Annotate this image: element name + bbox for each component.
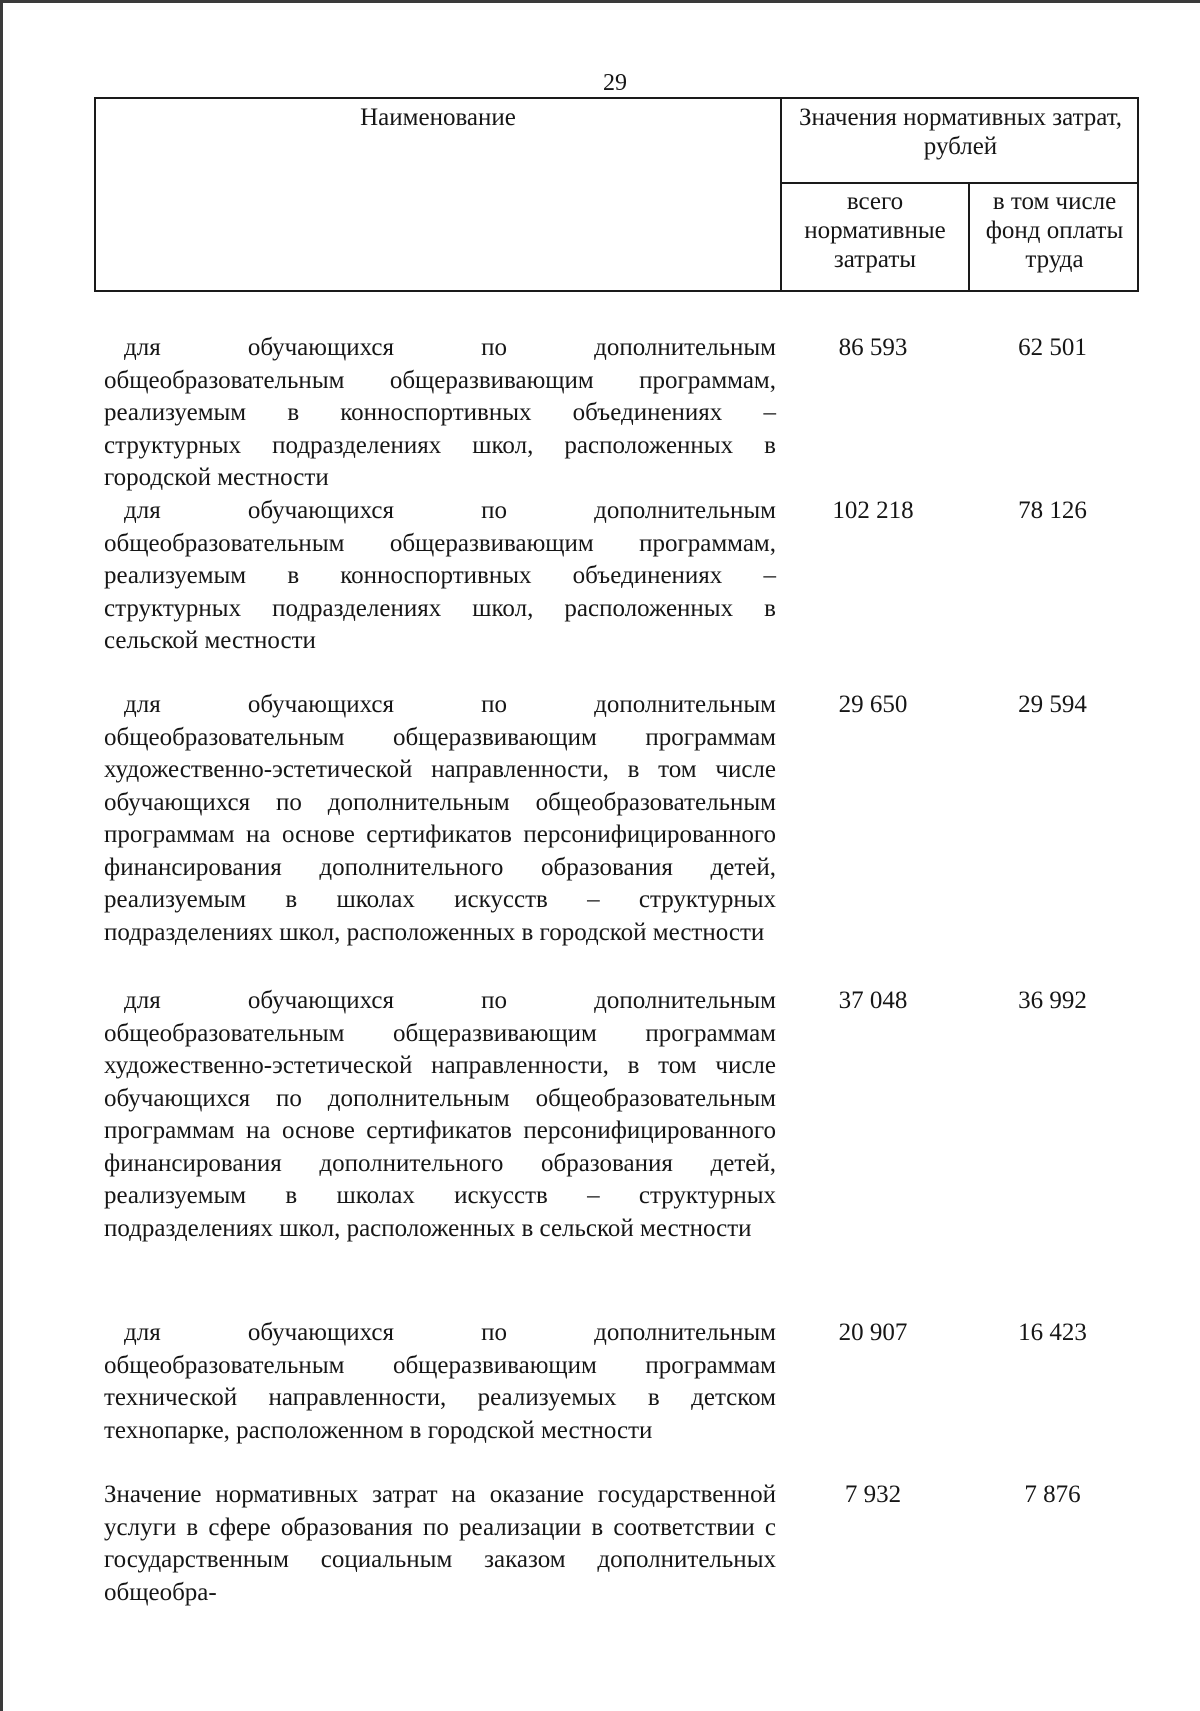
page-number: 29 [603, 70, 627, 96]
row-description: для обучающихся по дополнительным общеобразовательным общеразвивающим программам художественно-эстетической направленности, в том числе обучающихся по дополнительным общеобразовательным программам на основе сертификатов персонифицированного финансирования дополнительного образования детей, реализуемым в школах искусств – структурных подразделениях школ, расположенных в городской местности [104, 691, 776, 946]
row-description: для обучающихся по дополнительным общеобразовательным общеразвивающим программам художественно-эстетической направленности, в том числе обучающихся по дополнительным общеобразовательным программам на основе сертификатов персонифицированного финансирования дополнительного образования детей, реализуемым в школах искусств – структурных подразделениях школ, расположенных в сельской местности [104, 987, 776, 1242]
row-description: Значение нормативных затрат на оказание государственной услуги в сфере образования по реализации в соответствии с государственным социальным заказом дополнительных общеобра- [104, 1481, 776, 1606]
row-payroll: 7 876 [1024, 1481, 1081, 1508]
row-total: 20 907 [838, 1319, 908, 1346]
scan-frame-top [0, 0, 1200, 3]
header-values: Значения нормативных затрат, рублей [798, 104, 1123, 160]
row-total: 37 048 [838, 987, 908, 1014]
row-description: для обучающихся по дополнительным общеобразовательным общеразвивающим программам технической направленности, реализуемых в детском технопарке, расположенном в городской местности [104, 1319, 776, 1444]
row-payroll: 16 423 [1018, 1319, 1087, 1346]
row-payroll: 62 501 [1018, 334, 1087, 361]
row-total: 29 650 [838, 691, 908, 718]
row-total: 86 593 [838, 334, 908, 361]
header-payroll: в том числе фонд оплаты труда [985, 188, 1124, 273]
header-total: всего нормативные затраты [804, 188, 946, 273]
header-divider [780, 182, 1137, 184]
header-name: Наименование [360, 104, 516, 131]
table-header [94, 97, 1139, 292]
row-payroll: 29 594 [1018, 691, 1087, 718]
row-payroll: 78 126 [1018, 497, 1087, 524]
row-description: для обучающихся по дополнительным общеобразовательным общеразвивающим программам, реализуемым в конноспортивных объединениях – структурных подразделениях школ, расположенных в городской местности [104, 334, 776, 491]
row-total: 7 932 [844, 1481, 902, 1508]
row-total: 102 218 [832, 497, 914, 524]
scan-frame-left [0, 0, 3, 1711]
row-description: для обучающихся по дополнительным общеобразовательным общеразвивающим программам, реализуемым в конноспортивных объединениях – структурных подразделениях школ, расположенных в сельской местности [104, 497, 776, 654]
row-payroll: 36 992 [1018, 987, 1087, 1014]
